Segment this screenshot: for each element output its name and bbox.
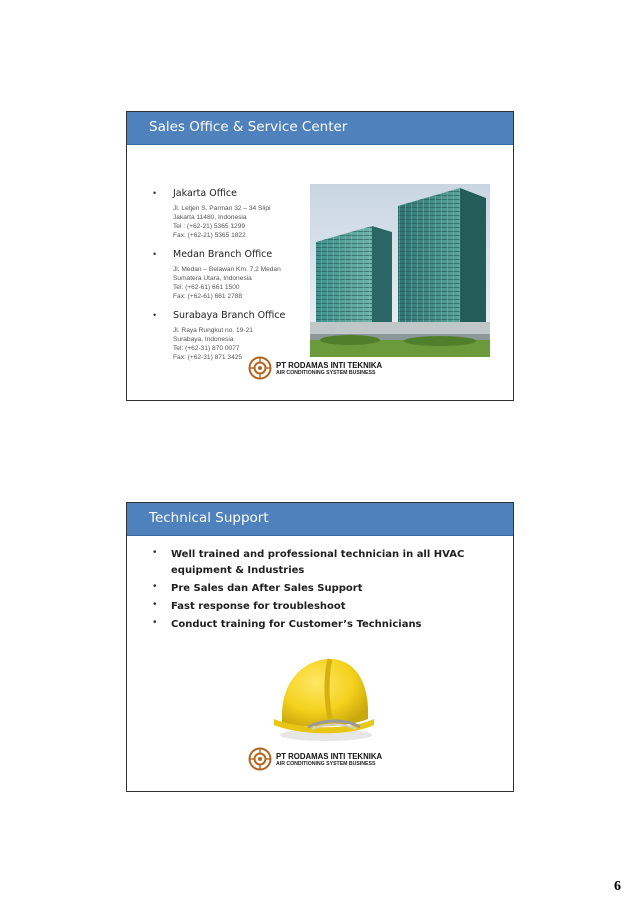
company-tagline: AIR CONDITIONING SYSTEM BUSINESS (276, 761, 376, 767)
office-name: Jakarta Office (173, 188, 237, 199)
office-line: Jl. Letjen S. Parman 32 – 34 Slipi (173, 205, 271, 212)
office-line: Fax: (+62-21) 5365 1822 (173, 232, 246, 239)
slide-title: Technical Support (149, 510, 269, 526)
list-item (145, 581, 495, 597)
bullet-icon: • (153, 310, 157, 320)
list-item (145, 547, 495, 579)
company-logo-icon (248, 747, 272, 771)
slide-technical-support (126, 502, 514, 792)
office-address (173, 265, 329, 301)
company-footer (248, 356, 398, 380)
support-bullet-list (145, 547, 495, 635)
office-address (173, 204, 329, 240)
slide-sales-office (126, 111, 514, 401)
office-name: Medan Branch Office (173, 249, 273, 260)
office-line: Tel : (+62-21) 5365 1299 (173, 223, 246, 230)
bullet-icon: • (153, 599, 157, 610)
bullet-icon: • (153, 547, 157, 558)
company-footer (248, 747, 398, 771)
office-jakarta (149, 188, 329, 240)
office-line: Fax: (+62-61) 661 2788 (173, 293, 243, 300)
list-item (145, 599, 495, 615)
office-line: Sumatera Utara, Indonesia (173, 275, 252, 282)
office-line: Jl. Raya Rungkut no. 19-21 (173, 327, 253, 334)
company-name: PT RODAMAS INTI TEKNIKA (276, 361, 383, 370)
office-line: Fax: (+62-31) 871 3425 (173, 354, 243, 361)
bullet-icon: • (153, 249, 157, 259)
company-name: PT RODAMAS INTI TEKNIKA (276, 752, 383, 761)
office-surabaya (149, 310, 329, 362)
office-line: Jl. Medan – Belawan Km. 7,2 Medan (173, 266, 281, 273)
list-item (145, 617, 495, 633)
hard-hat-icon (268, 653, 378, 743)
office-line: Tel: (+62-31) 870 0077 (173, 345, 240, 352)
slide-title: Sales Office & Service Center (149, 119, 348, 135)
list-item-text: Conduct training for Customer’s Technicians (171, 619, 422, 630)
list-item-text: Fast response for troubleshoot (171, 601, 346, 612)
bullet-icon: • (153, 617, 157, 628)
office-name: Surabaya Branch Office (173, 310, 286, 321)
office-line: Surabaya, Indonesia (173, 336, 234, 343)
company-tagline: AIR CONDITIONING SYSTEM BUSINESS (276, 370, 376, 376)
company-logo-icon (248, 356, 272, 380)
list-item-text: Pre Sales dan After Sales Support (171, 583, 363, 594)
office-list (149, 188, 329, 371)
list-item-text: Well trained and professional technician in all HVAC equipment & Industries (171, 549, 465, 576)
office-line: Tel: (+62-61) 661 1500 (173, 284, 240, 291)
slide-title-bar (127, 112, 513, 145)
page-number: 6 (614, 879, 621, 894)
bullet-icon: • (153, 581, 157, 592)
bullet-icon: • (153, 188, 157, 198)
slide-title-bar (127, 503, 513, 536)
office-medan (149, 249, 329, 301)
office-building-image (310, 184, 490, 357)
office-line: Jakarta 11480, Indonesia (173, 214, 247, 221)
